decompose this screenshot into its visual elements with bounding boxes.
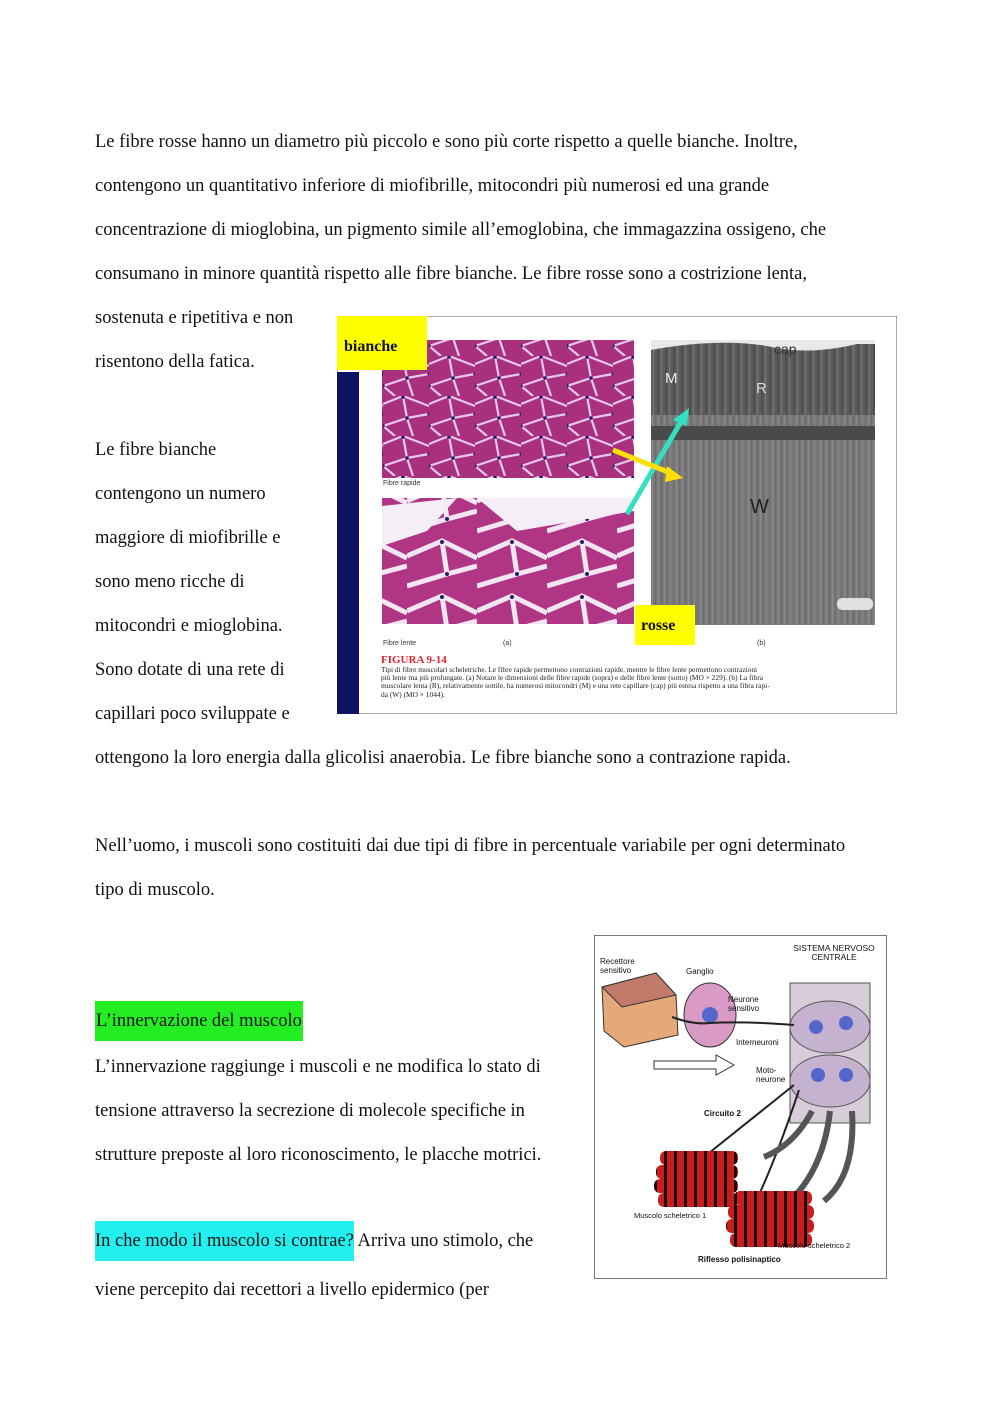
ganglion-label: Ganglio (686, 967, 714, 976)
skeletal-muscle-1 (654, 1151, 738, 1207)
sensory-neuron-label-line: sensitivo (728, 1004, 760, 1013)
highlighted-question: In che modo il muscolo si contrae? (95, 1221, 354, 1261)
navy-side-bar (337, 372, 359, 714)
sensory-neuron-label (728, 995, 759, 1013)
caption-line: muscolare lenta (R), relativamente sottile, ha numerosi mitocondri (M) e una rete capillare (cap) più estesa rispetto a una fibra rapi- (381, 681, 770, 691)
text-line: viene percepito dai recettori a livello epidermico (per (95, 1280, 489, 1300)
figure-caption (381, 654, 893, 699)
em-slow-fiber (651, 340, 875, 415)
text-line: Le fibre rosse hanno un diametro più piccolo e sono più corte rispetto a quelle bianche. Inoltre, (95, 132, 798, 152)
rosse-label: rosse (641, 617, 676, 634)
text-line: L’innervazione raggiunge i muscoli e ne modifica lo stato di (95, 1057, 541, 1077)
text-span: Arriva uno stimolo, che (353, 1231, 534, 1251)
fibre-rapide-label: Fibre rapide (383, 480, 421, 487)
caption-title: FIGURA 9-14 (381, 654, 447, 666)
cns-label-line: CENTRALE (811, 952, 857, 962)
cns-label (784, 944, 884, 962)
receptor-label-line: Recettore (600, 957, 635, 966)
bianche-label: bianche (344, 338, 398, 355)
skeletal-muscle-2 (726, 1191, 814, 1247)
interneurons-label: Interneuroni (736, 1038, 779, 1047)
text-line (95, 1221, 533, 1261)
receptor-label-line: sensitivo (600, 966, 632, 975)
cap-label: cap (774, 341, 797, 357)
text-line: mitocondri e mioglobina. (95, 616, 283, 636)
text-line: Sono dotate di una rete di (95, 660, 285, 680)
caption-line: Tipi di fibre muscolari scheletriche. Le fibre rapide permettono contrazioni rapide, mentre le fibre lente permettono contrazioni (381, 665, 758, 674)
sensory-neuron-label-line: Neurone (728, 995, 759, 1004)
em-fast-fiber (651, 415, 875, 625)
motoneuron-label (756, 1066, 785, 1084)
motoneuron-label-line: neurone (756, 1075, 786, 1084)
section-heading (95, 1001, 303, 1041)
text-line: maggiore di miofibrille e (95, 528, 281, 548)
text-line: strutture preposte al loro riconoscimento, le placche motrici. (95, 1145, 542, 1165)
receptor-label (600, 957, 635, 975)
cns-label-line: SISTEMA NERVOSO (793, 943, 875, 953)
r-label: R (756, 380, 767, 397)
circuit-label: Circuito 2 (704, 1109, 741, 1118)
text-line: capillari poco sviluppate e (95, 704, 290, 724)
motoneuron-label-line: Moto- (756, 1066, 777, 1075)
text-line: consumano in minore quantità rispetto alle fibre bianche. Le fibre rosse sono a costrizione lenta, (95, 264, 808, 284)
reflex-title: Riflesso polisinaptico (698, 1255, 781, 1264)
caption-line: da (W) (MO × 1044). (381, 689, 445, 699)
figure-2-graphic (594, 935, 887, 1279)
text-line: tipo di muscolo. (95, 880, 215, 900)
text-line: sono meno ricche di (95, 572, 245, 592)
text-line: tensione attraverso la secrezione di molecole specifiche in (95, 1101, 525, 1121)
text-line: Nell’uomo, i muscoli sono costituiti dai due tipi di fibre in percentuale variabile per ogni determinato (95, 836, 846, 856)
muscle-1-label: Muscolo scheletrico 1 (634, 1211, 707, 1220)
figure-polysynaptic-reflex (594, 935, 887, 1279)
figure-muscle-fiber-types (337, 316, 897, 714)
highlighted-heading: L’innervazione del muscolo (95, 1001, 303, 1041)
bianche-label-box (337, 316, 427, 370)
text-line: concentrazione di mioglobina, un pigmento simile all’emoglobina, che immagazzina ossigeno, che (95, 220, 827, 240)
w-label: W (750, 496, 769, 518)
panel-b-label: (b) (757, 640, 766, 647)
rosse-label-box (635, 605, 695, 645)
text-line: contengono un numero (95, 484, 266, 504)
text-line: Le fibre bianche (95, 440, 217, 460)
m-label: M (665, 370, 678, 387)
text-line: contengono un quantitativo inferiore di miofibrille, mitocondri più numerosi ed una grande (95, 176, 770, 196)
caption-line: più lente ma più prolungate. (a) Notare le dimensioni delle fibre rapide (sopra) e delle fibre lente (sotto) (MO × 229). (b) La fibra (381, 673, 763, 683)
fibre-lente-label: Fibre lente (383, 640, 417, 647)
text-line: risentono della fatica. (95, 352, 255, 372)
text-line: sostenuta e ripetitiva e non (95, 308, 294, 328)
muscle-2-label: Muscolo scheletrico 2 (778, 1241, 851, 1250)
text-line: ottengono la loro energia dalla glicolisi anaerobia. Le fibre bianche sono a contrazione rapida. (95, 748, 791, 768)
panel-a-label: (a) (503, 640, 512, 647)
